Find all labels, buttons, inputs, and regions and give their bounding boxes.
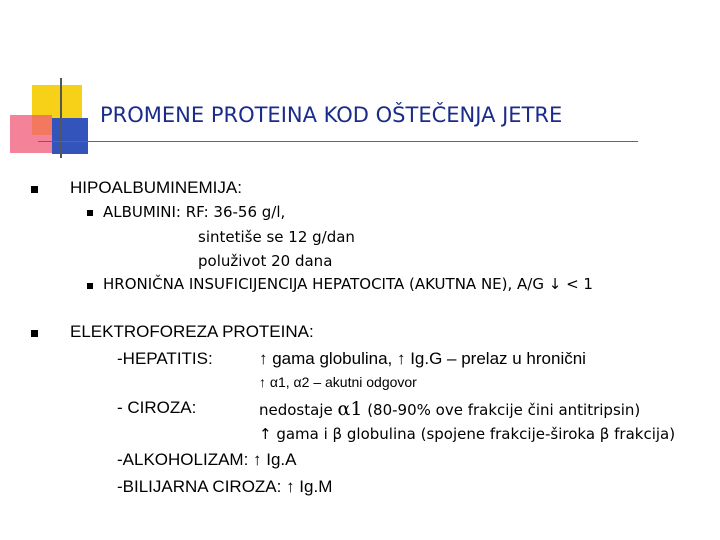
albumini-line-3: poluživot 20 dana [198,252,333,270]
section-heading-hipoalbuminemija: HIPOALBUMINEMIJA: [70,178,242,197]
alkoholizam-text: -ALKOHOLIZAM: ↑ Ig.A [117,450,297,469]
logo-vertical-line [60,78,62,158]
bullet-square-icon [31,186,38,193]
bullet-square-icon [87,210,93,216]
ciroza-line-1 [259,398,640,420]
logo-red-square [10,115,52,153]
logo-blue-square [52,118,88,154]
slide-title: PROMENE PROTEINA KOD OŠTEČENJA JETRE [100,103,563,127]
hepatitis-text: ↑ gama globulina, ↑ Ig.G – prelaz u hronični [259,349,586,368]
hronicna-insuficijencija-text: HRONIČNA INSUFICIJENCIJA HEPATOCITA (AKUTNA NE), A/G ↓ < 1 [103,275,593,293]
bullet-square-icon [31,330,38,337]
ciroza-line-1-a: nedostaje [259,401,338,419]
ciroza-line-1-b: (80-90% ove frakcije čini antitripsin) [362,401,641,419]
ciroza-line-2: ↑ gama i β globulina (spojene frakcije-široka β frakcija) [259,425,676,443]
hepatitis-label: -HEPATITIS: [117,349,213,368]
section-heading-elektroforeza: ELEKTROFOREZA PROTEINA: [70,322,314,341]
hepatitis-subtext: ↑ α1, α2 – akutni odgovor [259,374,417,390]
bilijarna-ciroza-text: -BILIJARNA CIROZA: ↑ Ig.M [117,477,333,496]
alpha1-symbol: α1 [337,398,363,420]
ciroza-label: - CIROZA: [117,398,197,417]
bullet-square-icon [87,283,93,289]
title-underline [38,141,638,142]
albumini-line-2: sintetiše se 12 g/dan [198,228,355,246]
albumini-line-1: ALBUMINI: RF: 36-56 g/l, [103,203,286,221]
